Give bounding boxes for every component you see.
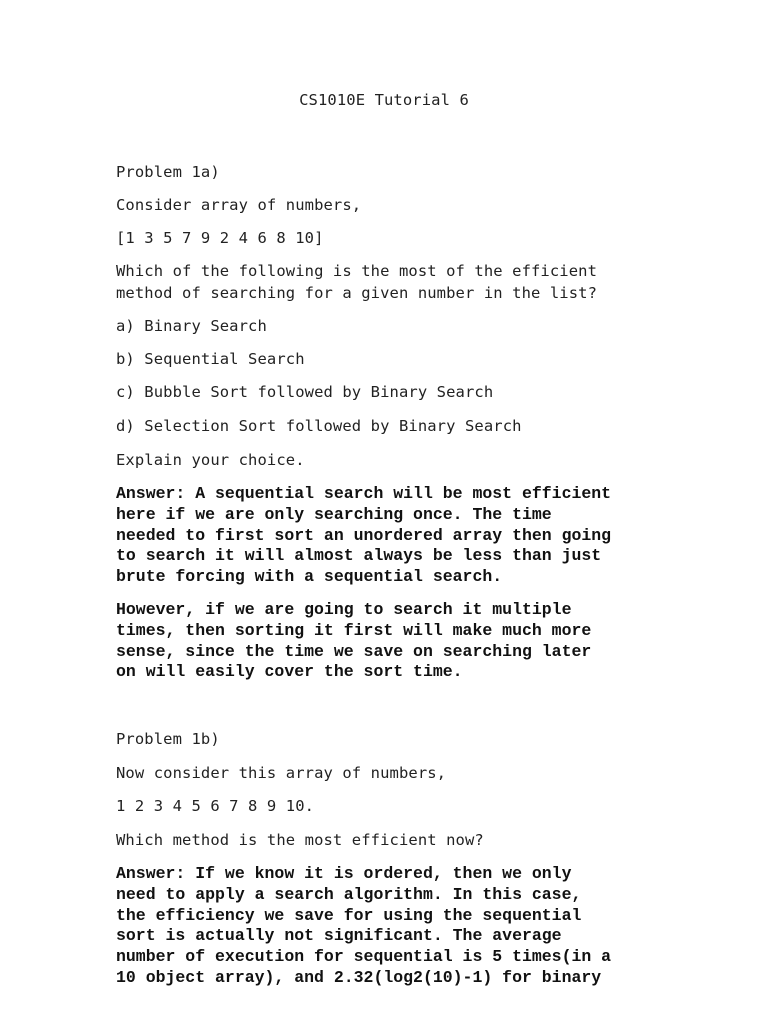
problem-1a-question-line-1: Which of the following is the most of the efficient bbox=[116, 262, 598, 280]
problem-1a-heading: Problem 1a) bbox=[116, 163, 220, 181]
problem-1b-heading: Problem 1b) bbox=[116, 730, 220, 748]
explain-prompt: Explain your choice. bbox=[116, 451, 305, 469]
answer-line: number of execution for sequential is 5 times(in a bbox=[116, 947, 612, 967]
answer-line: Answer: If we know it is ordered, then we only bbox=[116, 864, 572, 883]
option-c: c) Bubble Sort followed by Binary Search bbox=[116, 383, 494, 401]
answer-line: sense, since the time we save on searching later bbox=[116, 641, 592, 661]
option-d: d) Selection Sort followed by Binary Search bbox=[116, 417, 522, 435]
answer-1a-paragraph-2 bbox=[116, 600, 676, 683]
option-a: a) Binary Search bbox=[116, 317, 267, 335]
answer-line: 10 object array), and 2.32(log2(10)-1) for binary bbox=[116, 967, 602, 987]
answer-line: to search it will almost always be less than just bbox=[116, 546, 602, 566]
answer-line: the efficiency we save for using the sequential bbox=[116, 905, 582, 925]
document-title: CS1010E Tutorial 6 bbox=[299, 91, 469, 109]
option-b: b) Sequential Search bbox=[116, 350, 305, 368]
problem-1b-intro: Now consider this array of numbers, bbox=[116, 764, 447, 782]
problem-1a-array: [1 3 5 7 9 2 4 6 8 10] bbox=[116, 229, 324, 247]
answer-line: needed to first sort an unordered array then going bbox=[116, 525, 612, 545]
problem-1b-question: Which method is the most efficient now? bbox=[116, 831, 484, 849]
problem-1a-question-line-2: method of searching for a given number in the list? bbox=[116, 284, 598, 302]
answer-1a-paragraph-1 bbox=[116, 484, 676, 588]
answer-line: sort is actually not significant. The average bbox=[116, 926, 562, 946]
answer-line: Answer: A sequential search will be most efficient bbox=[116, 484, 612, 503]
answer-line: However, if we are going to search it multiple bbox=[116, 600, 572, 619]
answer-1b bbox=[116, 864, 676, 989]
answer-line: here if we are only searching once. The time bbox=[116, 504, 552, 524]
problem-1b-array: 1 2 3 4 5 6 7 8 9 10. bbox=[116, 797, 315, 815]
answer-line: need to apply a search algorithm. In this case, bbox=[116, 884, 582, 904]
answer-line: on will easily cover the sort time. bbox=[116, 662, 463, 682]
answer-line: brute forcing with a sequential search. bbox=[116, 567, 503, 587]
problem-1a-intro: Consider array of numbers, bbox=[116, 196, 362, 214]
answer-line: times, then sorting it first will make much more bbox=[116, 620, 592, 640]
